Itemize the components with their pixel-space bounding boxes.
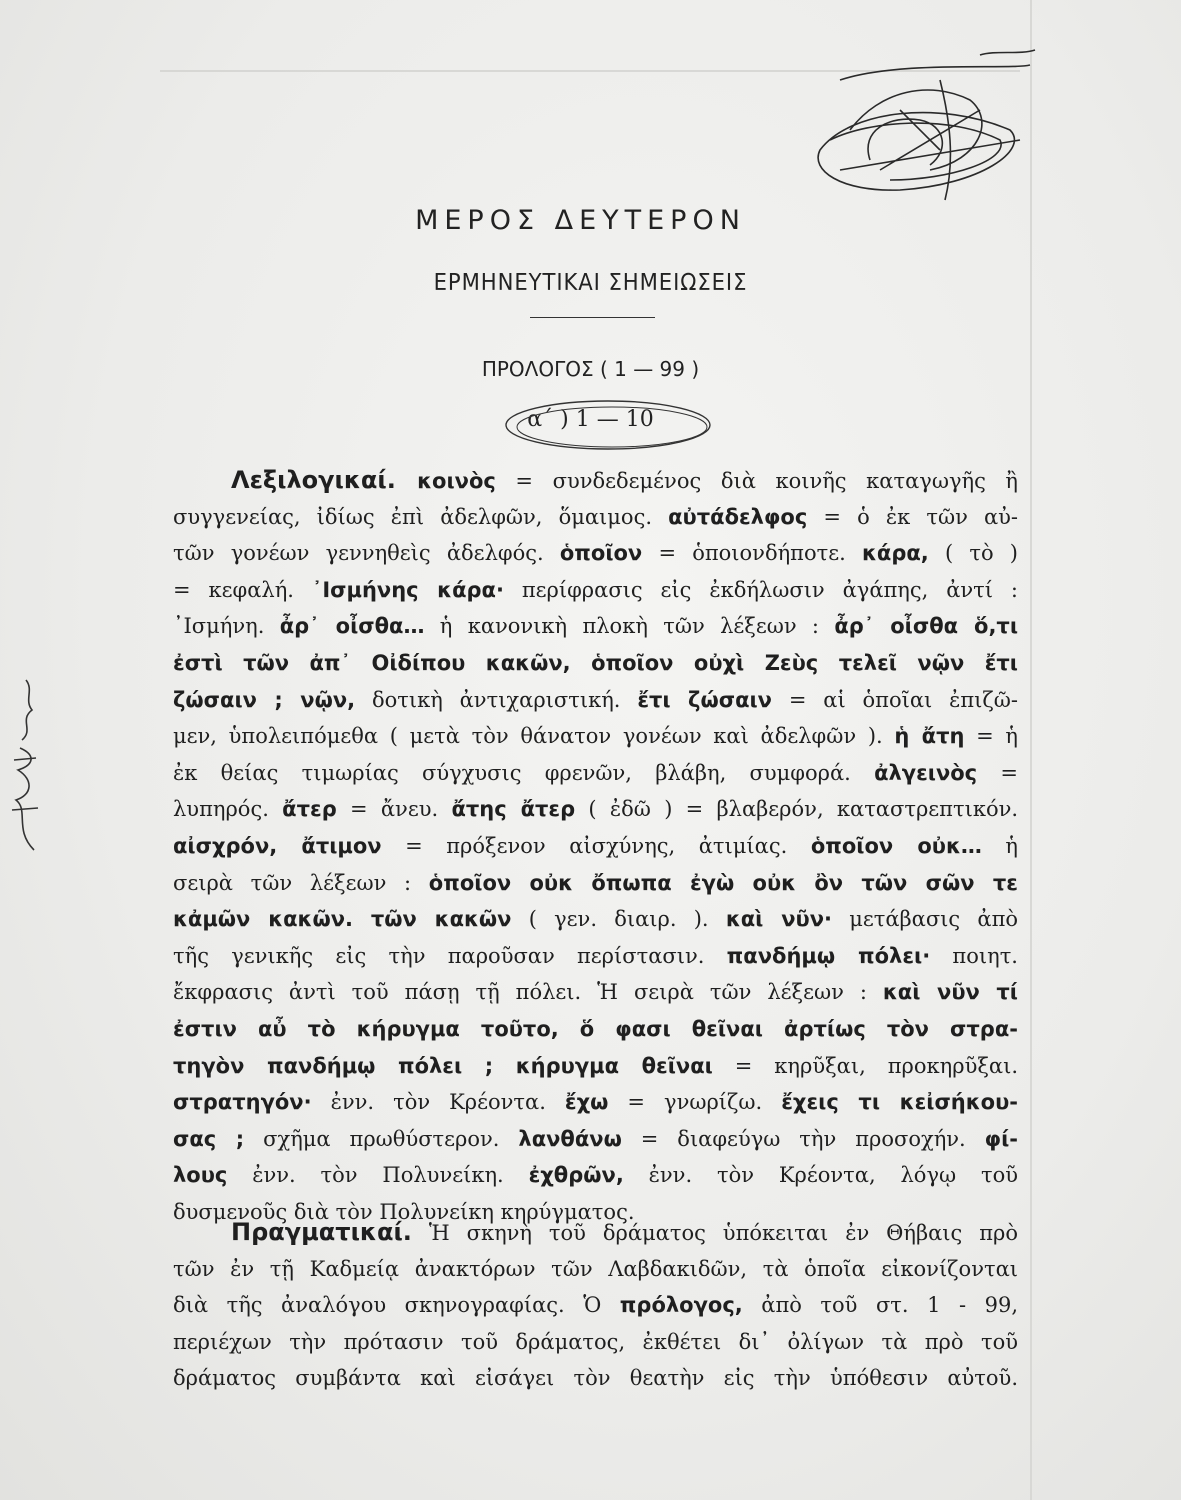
gloss: = ὁ ἐκ τῶν αὐ- (807, 504, 1018, 529)
gloss: ἔκφρασις ἀντὶ τοῦ πάσῃ τῇ πόλει. Ἡ σειρὰ τῶν λέξεων : (173, 980, 883, 1005)
lexical-heading: Λεξιλογικαί. (231, 466, 418, 494)
term: ἄτερ (282, 797, 337, 822)
term: πανδήμῳ πόλει· (726, 943, 931, 968)
term: τῶν κακῶν (370, 907, 512, 932)
gloss: μεν, ὑπολειπόμεθα ( μετὰ τὸν θάνατον γονέων καὶ ἀδελφῶν ). (173, 724, 895, 749)
text-line (173, 865, 1018, 902)
term: ἔχεις τι κεἰσήκου- (781, 1090, 1018, 1115)
term: κοινὸς (417, 469, 496, 493)
term: ἔτι ζώσαιν (637, 687, 772, 712)
text-line (173, 755, 1018, 792)
term: ἆρ᾿ οἶσθα ὅ,τι (834, 614, 1019, 639)
text-line (173, 1251, 1018, 1288)
term: καὶ νῦν· (725, 907, 832, 932)
term: κάρα, (861, 541, 929, 566)
text-line (173, 535, 1018, 572)
gloss: λυπηρός. (173, 797, 283, 822)
text-line (173, 1157, 1018, 1194)
gloss: ἡ (981, 833, 1018, 858)
term: ᾿Ισμήνης κάρα· (311, 577, 504, 602)
term: ὁποῖον οὐκ ὄπωπα ἐγὼ οὐκ ὂν τῶν σῶν τε (428, 870, 1018, 895)
gloss: τῆς γενικῆς εἰς τὴν παροῦσαν περίστασιν. (173, 943, 727, 968)
body-text: Ἡ σκηνὴ τοῦ δράματος ὑπόκειται ἐν Θήβαις πρὸ (411, 1221, 1018, 1245)
term: πρόλογος, (619, 1293, 743, 1318)
term: λους (173, 1163, 228, 1188)
pen-scribble-drawing (780, 20, 1040, 220)
term: αὐτάδελφος (668, 504, 808, 529)
gloss: ἐνν. τὸν Πολυνείκη. (227, 1163, 529, 1188)
text-line (173, 499, 1018, 536)
gloss: ( τὸ ) (928, 541, 1018, 566)
text-line (173, 828, 1018, 865)
term: ἐστὶ τῶν ἀπ᾿ Οἰδίπου κακῶν, ὁποῖον οὐχὶ Ζεὺς τελεῖ νῷν ἔτι (173, 650, 1018, 675)
term: ἆρ᾿ οἶσθα… (279, 614, 425, 639)
factual-notes-paragraph (173, 1214, 1018, 1397)
term: ὁποῖον οὐκ… (810, 833, 982, 858)
text-line (173, 791, 1018, 828)
factual-heading: Πραγματικαί. (231, 1218, 412, 1246)
gloss: ποιητ. (930, 943, 1018, 968)
gloss: ἐκ θείας τιμωρίας σύγχυσις φρενῶν, βλάβη, συμφορά. (173, 760, 875, 785)
gloss: ἐνν. τὸν Κρέοντα, λόγῳ τοῦ (623, 1163, 1018, 1188)
term: ζώσαιν ; νῷν, (173, 687, 356, 712)
gloss: σχῆμα πρωθύστερον. (244, 1126, 519, 1151)
term: κἀμῶν κακῶν. (173, 907, 371, 932)
gloss: = ὁποιονδήποτε. (642, 541, 862, 566)
body-text: τῶν ἐν τῇ Καδμείᾳ ἀνακτόρων τῶν Λαβδακιδῶν, τὰ ὁποῖα εἰκονίζονται (173, 1256, 1018, 1281)
part-title: ΜΕΡΟΣ ΔΕΥΤΕΡΟΝ (415, 205, 746, 236)
text-line (173, 1048, 1018, 1085)
term: ἔχω (564, 1090, 609, 1115)
gloss: τῶν γονέων γεννηθεὶς ἀδελφός. (173, 541, 560, 566)
text-line (173, 1121, 1018, 1158)
term: αἰσχρόν, ἄτιμον (173, 833, 382, 858)
term: καὶ νῦν τί (882, 980, 1018, 1005)
title-divider (530, 317, 655, 318)
gloss: = κεφαλή. (173, 577, 312, 602)
gloss: ( γεν. διαιρ. ). (511, 907, 726, 932)
term: τηγὸν πανδήμῳ πόλει ; κήρυγμα θεῖναι (173, 1053, 713, 1078)
text-line (173, 608, 1018, 645)
text-line (173, 974, 1018, 1011)
text-line (173, 718, 1018, 755)
gloss: μετάβασις ἀπὸ (831, 907, 1019, 932)
gloss: δυσμενοῦς διὰ τὸν Πολυνείκη κηρύγματος. (173, 1199, 635, 1224)
text-line (173, 682, 1018, 719)
gloss: ἐνν. τὸν Κρέοντα. (311, 1090, 565, 1115)
text-line (173, 462, 1018, 499)
gloss: ἡ κανονικὴ πλοκὴ τῶν λέξεων : (424, 614, 835, 639)
term: ἐστιν αὖ τὸ κήρυγμα τοῦτο, ὅ φασι θεῖναι ἀρτίως τὸν στρα- (173, 1016, 1018, 1041)
text-line (173, 938, 1018, 975)
text-line (173, 645, 1018, 682)
gloss: συγγενείας, ἰδίως ἐπὶ ἀδελφῶν, ὅμαιμος. (173, 504, 669, 529)
gloss: δοτικὴ ἀντιχαριστική. (355, 687, 638, 712)
body-text: δράματος συμβάντα καὶ εἰσάγει τὸν θεατὴν εἰς τὴν ὑπόθεσιν αὐτοῦ. (173, 1366, 1018, 1391)
lexical-notes-paragraph (173, 462, 1018, 1230)
section-title: ΕΡΜΗΝΕΥΤΙΚΑΙ ΣΗΜΕΙΩΣΕΙΣ (433, 270, 748, 296)
text-line (173, 1360, 1018, 1397)
gloss: = πρόξενον αἰσχύνης, ἀτιμίας. (381, 833, 811, 858)
text-line (173, 1214, 1018, 1251)
term: φί- (984, 1126, 1018, 1151)
gloss: = ἄνευ. (336, 797, 452, 822)
text-line (173, 901, 1018, 938)
term: ἐχθρῶν, (528, 1163, 624, 1188)
gloss: = γνωρίζω. (608, 1090, 782, 1115)
gloss: ( ἐδῶ ) = βλαβερόν, καταστρεπτικόν. (575, 797, 1019, 822)
term: σας ; (173, 1126, 245, 1151)
gloss: = (977, 760, 1018, 785)
term: ἄτης ἄτερ (451, 797, 576, 822)
body-text: διὰ τῆς ἀναλόγου σκηνογραφίας. Ὁ (173, 1293, 620, 1318)
text-line (173, 1324, 1018, 1361)
gloss: = διαφεύγω τὴν προσοχήν. (621, 1126, 985, 1151)
gloss: = ἡ (964, 724, 1018, 749)
gloss: = συνδεδεμένος διὰ κοινῆς καταγωγῆς ἢ (495, 469, 1019, 493)
term: στρατηγόν· (173, 1090, 312, 1115)
term: λανθάνω (518, 1126, 622, 1151)
text-line (173, 1084, 1018, 1121)
gloss: σειρὰ τῶν λέξεων : (173, 870, 429, 895)
text-line (173, 572, 1018, 609)
term: ἡ ἄτη (894, 724, 965, 749)
gloss: = αἱ ὁποῖαι ἐπιζῶ- (772, 687, 1018, 712)
pen-circle-annotation (500, 395, 715, 455)
subsection-title: α΄ ) 1 — 10 (527, 407, 654, 432)
body-text: περιέχων τὴν πρότασιν τοῦ δράματος, ἐκθέτει δι᾿ ὀλίγων τὰ πρὸ τοῦ (173, 1329, 1018, 1354)
handwritten-margin-note-icon (4, 660, 44, 860)
gloss: περίφρασις εἰς ἐκδήλωσιν ἀγάπης, ἀντί : (503, 577, 1018, 602)
term: ὁποῖον (559, 541, 643, 566)
body-text: ἀπὸ τοῦ στ. 1 - 99, (742, 1293, 1018, 1318)
gloss: = κηρῦξαι, προκηρῦξαι. (712, 1053, 1018, 1078)
text-line (173, 1011, 1018, 1048)
text-line (173, 1287, 1018, 1324)
term: ἀλγεινὸς (874, 760, 978, 785)
prologue-title: ΠΡΟΛΟΓΟΣ ( 1 — 99 ) (481, 357, 700, 381)
gloss: ᾿Ισμήνη. (173, 614, 280, 639)
